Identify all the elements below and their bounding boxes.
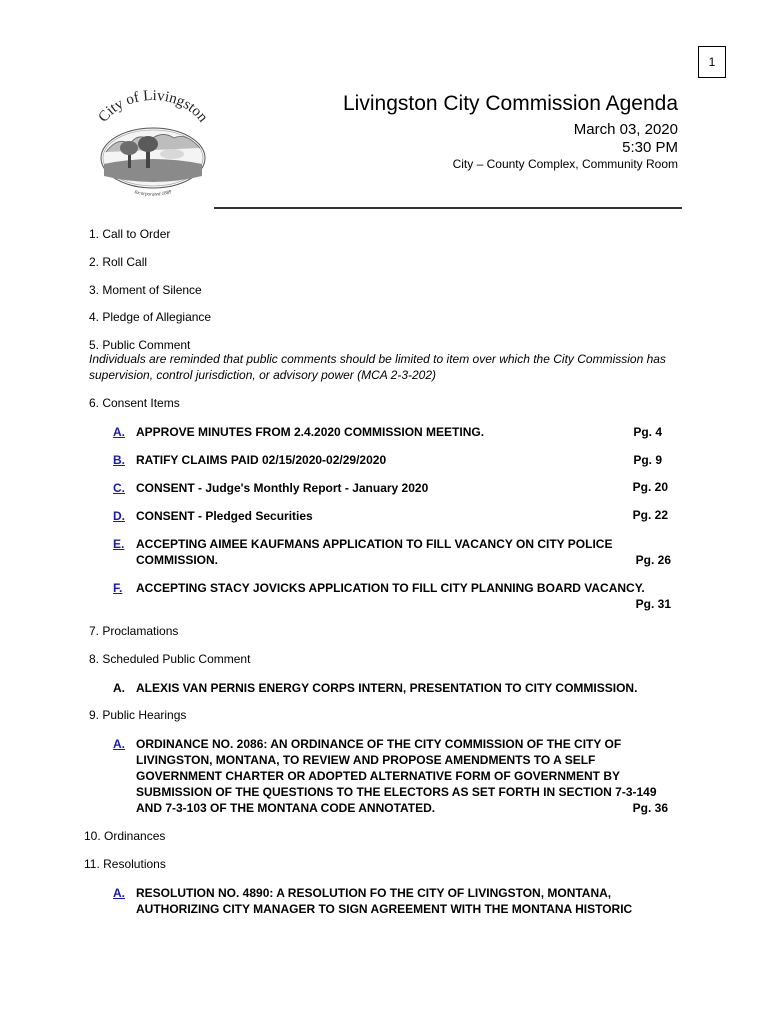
consent-b-text: RATIFY CLAIMS PAID 02/15/2020-02/29/2020 (136, 453, 387, 467)
consent-f-text: ACCEPTING STACY JOVICKS APPLICATION TO FILL CITY PLANNING BOARD VACANCY. (136, 581, 645, 595)
meeting-time: 5:30 PM (622, 139, 678, 156)
consent-e-link[interactable]: E. (113, 537, 125, 551)
consent-a-page: Pg. 4 (633, 425, 662, 439)
resolution-a-link[interactable]: A. (113, 886, 125, 900)
consent-a-text: APPROVE MINUTES FROM 2.4.2020 COMMISSION MEETING. (136, 425, 485, 439)
scheduled-a-letter: A. (113, 681, 125, 695)
agenda-item-resolutions: 11. Resolutions (84, 857, 166, 871)
consent-f-link[interactable]: F. (113, 581, 123, 595)
consent-c-text: CONSENT - Judge's Monthly Report - January 2020 (136, 481, 429, 495)
consent-b-page: Pg. 9 (633, 453, 662, 467)
resolution-a-line2: AUTHORIZING CITY MANAGER TO SIGN AGREEMENT WITH THE MONTANA HISTORIC (136, 902, 633, 916)
public-comment-note-line1: Individuals are reminded that public comments should be limited to item over which the City Commission has (89, 352, 666, 366)
hearing-a-line4: SUBMISSION OF THE QUESTIONS TO THE ELECTORS AS SET FORTH IN SECTION 7-3-149 (136, 785, 657, 799)
agenda-item-proclamations: 7. Proclamations (89, 624, 179, 638)
svg-text:City of Livingston: City of Livingston (95, 88, 211, 126)
consent-a-link[interactable]: A. (113, 425, 125, 439)
city-of-livingston-logo (88, 88, 218, 200)
consent-d-page: Pg. 22 (632, 508, 668, 522)
agenda-title: Livingston City Commission Agenda (343, 92, 678, 115)
consent-d-link[interactable]: D. (113, 509, 125, 523)
agenda-item-public-comment: 5. Public Comment (89, 338, 191, 352)
svg-text:Incorporated 1889: Incorporated 1889 (133, 190, 173, 198)
agenda-item-pledge: 4. Pledge of Allegiance (89, 310, 212, 324)
consent-c-page: Pg. 20 (632, 480, 668, 494)
consent-d-text: CONSENT - Pledged Securities (136, 509, 313, 523)
agenda-item-call-to-order: 1. Call to Order (89, 227, 171, 241)
hearing-a-line5: AND 7-3-103 OF THE MONTANA CODE ANNOTATED. (136, 801, 436, 815)
header-divider (214, 207, 682, 209)
hearing-a-line2: LIVINGSTON, MONTANA, TO REVIEW AND PROPOSE AMENDMENTS TO A SELF (136, 753, 596, 767)
agenda-item-ordinances: 10. Ordinances (84, 829, 166, 843)
agenda-item-consent-items: 6. Consent Items (89, 396, 180, 410)
hearing-a-page: Pg. 36 (632, 801, 668, 815)
hearing-a-line3: GOVERNMENT CHARTER OR ADOPTED ALTERNATIVE FORM OF GOVERNMENT BY (136, 769, 621, 783)
consent-e-page: Pg. 26 (635, 553, 671, 567)
agenda-item-moment-of-silence: 3. Moment of Silence (89, 283, 202, 297)
resolution-a-line1: RESOLUTION NO. 4890: A RESOLUTION FO THE CITY OF LIVINGSTON, MONTANA, (136, 886, 612, 900)
hearing-a-link[interactable]: A. (113, 737, 125, 751)
consent-e-text-line1: ACCEPTING AIMEE KAUFMANS APPLICATION TO FILL VACANCY ON CITY POLICE (136, 537, 613, 551)
agenda-item-public-hearings: 9. Public Hearings (89, 708, 187, 722)
meeting-location: City – County Complex, Community Room (452, 157, 678, 171)
public-comment-note-line2: supervision, control jurisdiction, or advisory power (MCA 2-3-202) (89, 368, 437, 382)
meeting-date: March 03, 2020 (573, 121, 678, 138)
agenda-item-roll-call: 2. Roll Call (89, 255, 148, 269)
scheduled-a-text: ALEXIS VAN PERNIS ENERGY CORPS INTERN, PRESENTATION TO CITY COMMISSION. (136, 681, 638, 695)
consent-e-text-line2: COMMISSION. (136, 553, 219, 567)
consent-c-link[interactable]: C. (113, 481, 125, 495)
page-number: 1 (698, 46, 726, 78)
consent-f-page: Pg. 31 (635, 597, 671, 611)
agenda-item-scheduled-public-comment: 8. Scheduled Public Comment (89, 652, 251, 666)
consent-b-link[interactable]: B. (113, 453, 125, 467)
hearing-a-line1: ORDINANCE NO. 2086: AN ORDINANCE OF THE CITY COMMISSION OF THE CITY OF (136, 737, 622, 751)
